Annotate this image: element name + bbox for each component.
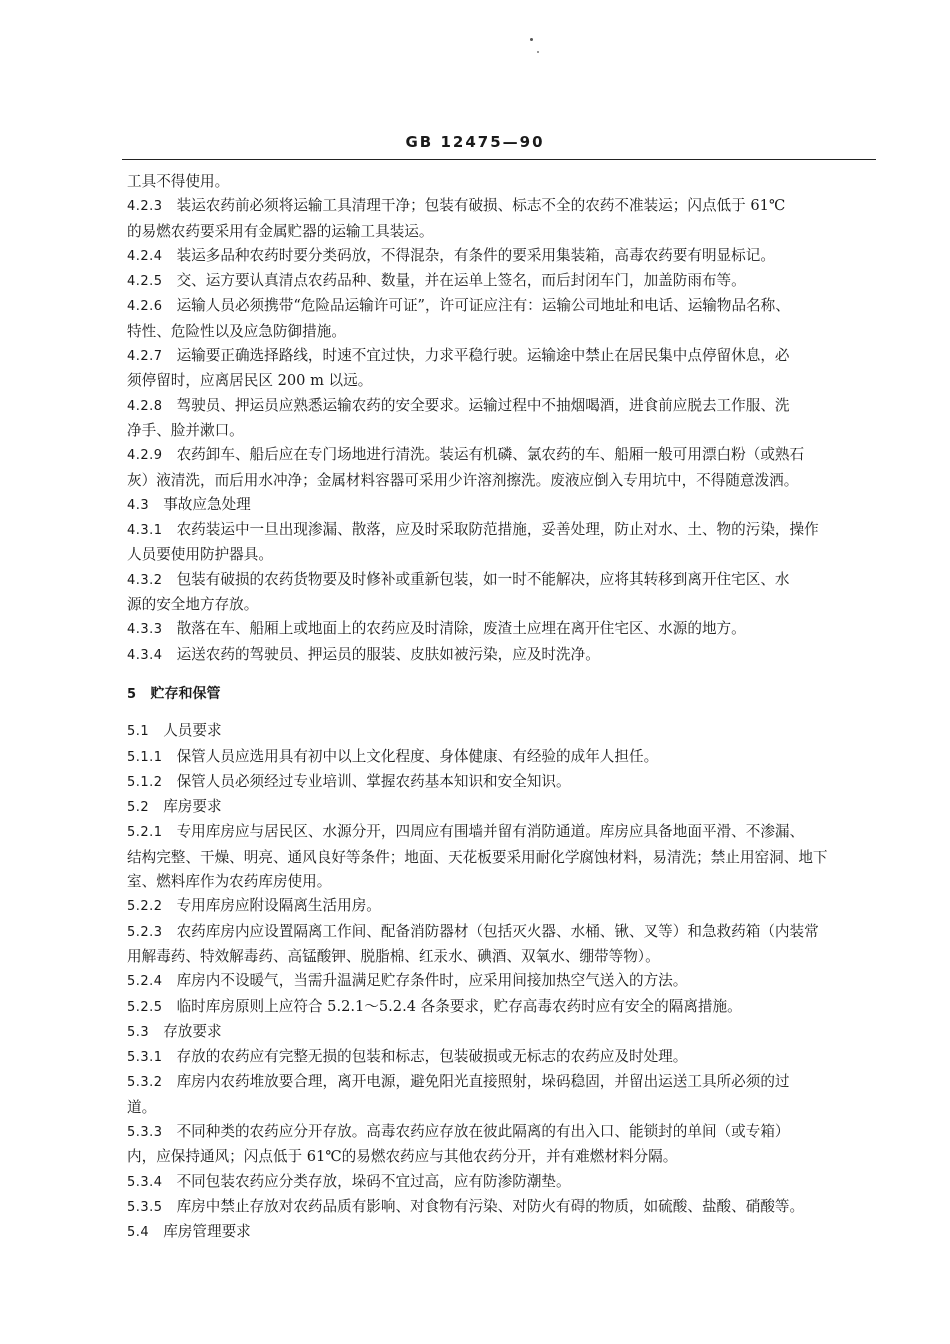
clause-text: 道。 — [127, 1098, 157, 1116]
clause-text: 装运多品种农药时要分类码放，不得混杂，有条件的要采用集装箱，高毒农药要有明显标记。 — [176, 246, 775, 264]
text-line — [127, 920, 879, 945]
clause-number: 5.3.5 — [127, 1199, 163, 1215]
text-line — [127, 846, 879, 870]
scan-speck — [537, 51, 539, 53]
clause-text: 净手、脸并漱口。 — [127, 421, 244, 439]
clause-text: 包装有破损的农药货物要及时修补或重新包装，如一时不能解决，应将其转移到离开住宅区、水 — [176, 570, 790, 588]
clause-text: 运送农药的驾驶员、押运员的服装、皮肤如被污染，应及时洗净。 — [176, 645, 600, 663]
text-line — [127, 369, 879, 393]
text-line — [127, 568, 879, 593]
text-line — [127, 1170, 879, 1195]
clause-number: 5.2.2 — [127, 899, 163, 915]
clause-text: 用解毒药、特效解毒药、高锰酸钾、脱脂棉、红汞水、碘酒、双氧水、绷带等物）。 — [127, 947, 660, 965]
clause-number: 4.2.4 — [127, 248, 163, 264]
clause-number: 5.3 — [127, 1024, 150, 1040]
clause-text: 源的安全地方存放。 — [127, 596, 259, 614]
clause-number: 4.3.4 — [127, 647, 163, 663]
clause-text: 专用库房应附设隔离生活用房。 — [176, 897, 381, 915]
text-line — [127, 682, 879, 707]
text-line — [127, 469, 879, 493]
clause-text: 内，应保持通风；闪点低于 61℃的易燃农药应与其他农药分开，并有难燃材料分隔。 — [127, 1148, 678, 1166]
text-line — [127, 1096, 879, 1120]
clause-number: 5 — [127, 686, 137, 702]
clause-text: 结构完整、干燥、明亮、通风良好等条件；地面、天花板要采用耐化学腐蚀材料，易清洗；禁止用窑洞、地下 — [127, 848, 828, 866]
text-line — [127, 593, 879, 617]
clause-text: 保管人员应选用具有初中以上文化程度、身体健康、有经验的成年人担任。 — [176, 747, 659, 765]
clause-text: 人员要使用防护器具。 — [127, 546, 273, 564]
document-body — [127, 170, 879, 1245]
clause-text: 装运农药前必须将运输工具清理干净；包装有破损、标志不全的农药不准装运；闪点低于 61℃ — [176, 197, 786, 215]
clause-number: 4.3 — [127, 497, 150, 513]
clause-text: 保管人员必须经过专业培训、掌握农药基本知识和安全知识。 — [176, 772, 571, 790]
text-line — [127, 269, 879, 294]
clause-text: 灰）液清洗，而后用水冲净；金属材料容器可采用少许溶剂擦洗。废液应倒入专用坑中，不得随意泼洒。 — [127, 471, 799, 489]
clause-number: 4.2.7 — [127, 349, 163, 365]
text-line — [127, 443, 879, 468]
clause-number: 4.3.1 — [127, 523, 163, 539]
clause-text: 特性、危险性以及应急防御措施。 — [127, 322, 346, 340]
clause-number: 5.2.5 — [127, 999, 163, 1015]
text-line — [127, 194, 879, 219]
text-line — [127, 969, 879, 994]
clause-text: 农药装运中一旦出现渗漏、散落，应及时采取防范措施，妥善处理，防止对水、土、物的污染，操作 — [176, 521, 819, 539]
clause-number: 5.1 — [127, 724, 150, 740]
clause-text: 室、燃料库作为农药库房使用。 — [127, 873, 332, 891]
clause-number: 5.2.1 — [127, 825, 163, 841]
text-line — [127, 1120, 879, 1145]
clause-text: 农药卸车、船后应在专门场地进行清洗。装运有机磷、氯农药的车、船厢一般可用漂白粉（或熟石 — [176, 446, 805, 464]
text-line — [127, 1070, 879, 1095]
clause-text: 工具不得使用。 — [127, 173, 230, 190]
clause-text: 临时库房原则上应符合 5.2.1～5.2.4 各条要求，贮存高毒农药时应有安全的隔离措施。 — [176, 997, 742, 1015]
text-line — [127, 1045, 879, 1070]
clause-number: 4.2.8 — [127, 398, 163, 414]
text-line — [127, 1020, 879, 1045]
text-line — [127, 1145, 879, 1169]
clause-number: 5.1.1 — [127, 749, 163, 765]
clause-text: 运输人员必须携带“危险品运输许可证”，许可证应注有：运输公司地址和电话、运输物品名称、 — [176, 297, 790, 315]
clause-number: 5.2 — [127, 800, 150, 816]
clause-number: 4.2.3 — [127, 199, 163, 215]
clause-text: 库房管理要求 — [163, 1223, 251, 1241]
text-line — [127, 419, 879, 443]
clause-text: 贮存和保管 — [150, 685, 221, 702]
clause-text: 驾驶员、押运员应熟悉运输农药的安全要求。运输过程中不抽烟喝酒，进食前应脱去工作服、洗 — [176, 396, 790, 414]
clause-text: 农药库房内应设置隔离工作间、配备消防器材（包括灭火器、水桶、锹、叉等）和急救药箱（内装常 — [176, 922, 819, 940]
text-line — [127, 617, 879, 642]
text-line — [127, 1195, 879, 1220]
text-line — [127, 795, 879, 820]
clause-number: 5.3.4 — [127, 1174, 163, 1190]
text-line — [127, 394, 879, 419]
clause-number: 5.2.3 — [127, 924, 163, 940]
clause-text: 须停留时，应离居民区 200 m 以远。 — [127, 372, 373, 390]
clause-text: 散落在车、船厢上或地面上的农药应及时清除，废渣土应埋在离开住宅区、水源的地方。 — [176, 620, 746, 638]
text-line — [127, 170, 879, 194]
text-line — [127, 770, 879, 795]
clause-number: 5.3.2 — [127, 1075, 163, 1091]
text-line — [127, 643, 879, 668]
header-rule — [122, 159, 876, 160]
text-line — [127, 1220, 879, 1245]
clause-number: 5.2.4 — [127, 974, 163, 990]
text-line — [127, 320, 879, 344]
text-line — [127, 294, 879, 319]
text-line — [127, 543, 879, 567]
clause-text: 库房要求 — [163, 798, 222, 816]
clause-text: 存放的农药应有完整无损的包装和标志，包装破损或无标志的农药应及时处理。 — [176, 1048, 688, 1066]
clause-text: 专用库房应与居民区、水源分开，四周应有围墙并留有消防通道。库房应具备地面平滑、不渗漏、 — [176, 823, 805, 841]
clause-number: 4.2.5 — [127, 274, 163, 290]
clause-text: 库房中禁止存放对农药品质有影响、对食物有污染、对防火有碍的物质，如硫酸、盐酸、硝酸等。 — [176, 1197, 805, 1215]
text-line — [127, 995, 879, 1020]
clause-number: 4.2.9 — [127, 448, 163, 464]
clause-number: 5.3.3 — [127, 1124, 163, 1140]
clause-text: 的易燃农药要采用有金属贮器的运输工具装运。 — [127, 222, 434, 240]
clause-text: 交、运方要认真清点农药品种、数量，并在运单上签名，而后封闭车门，加盖防雨布等。 — [176, 272, 746, 290]
standard-header: GB 12475—90 — [405, 133, 545, 151]
clause-text: 运输要正确选择路线，时速不宜过快，力求平稳行驶。运输途中禁止在居民集中点停留休息，必 — [176, 347, 790, 365]
clause-number: 4.3.2 — [127, 572, 163, 588]
text-line — [127, 518, 879, 543]
clause-number: 4.3.3 — [127, 622, 163, 638]
text-line — [127, 344, 879, 369]
text-line — [127, 745, 879, 770]
text-line — [127, 244, 879, 269]
text-line — [127, 719, 879, 744]
clause-text: 库房内农药堆放要合理，离开电源，避免阳光直接照射，垛码稳固，并留出运送工具所必须的过 — [176, 1073, 790, 1091]
text-line — [127, 894, 879, 919]
clause-number: 5.3.1 — [127, 1050, 163, 1066]
clause-text: 不同种类的农药应分开存放。高毒农药应存放在彼此隔离的有出入口、能锁封的单间（或专箱） — [176, 1122, 790, 1140]
text-line — [127, 493, 879, 518]
text-line — [127, 220, 879, 244]
clause-text: 人员要求 — [163, 722, 222, 740]
scan-speck — [530, 38, 533, 41]
clause-text: 不同包装农药应分类存放，垛码不宜过高，应有防渗防潮垫。 — [176, 1172, 571, 1190]
clause-text: 事故应急处理 — [163, 495, 251, 513]
text-line — [127, 870, 879, 894]
clause-number: 4.2.6 — [127, 299, 163, 315]
clause-text: 库房内不设暖气，当需升温满足贮存条件时，应采用间接加热空气送入的方法。 — [176, 972, 688, 990]
text-line — [127, 945, 879, 969]
clause-number: 5.1.2 — [127, 774, 163, 790]
text-line — [127, 820, 879, 845]
clause-text: 存放要求 — [163, 1022, 222, 1040]
clause-number: 5.4 — [127, 1225, 150, 1241]
